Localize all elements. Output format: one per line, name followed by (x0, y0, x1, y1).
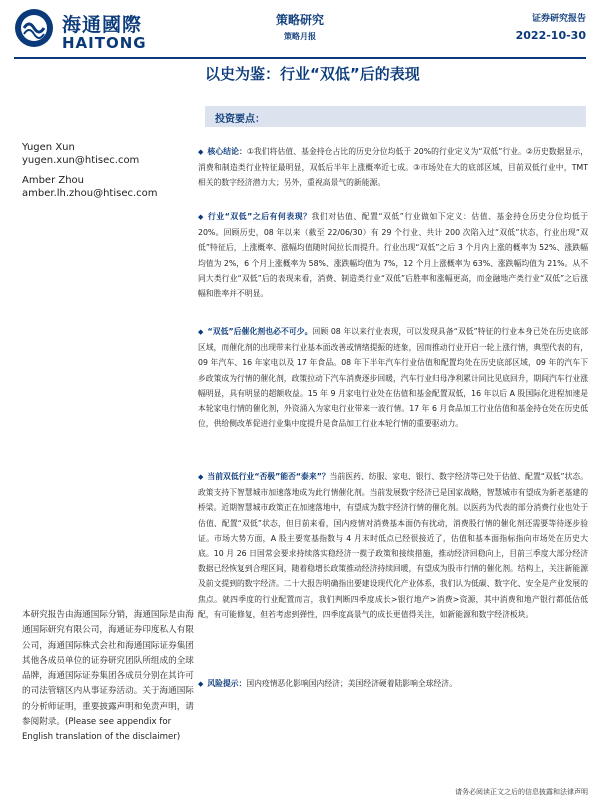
report-date: 2022-10-30 (515, 29, 586, 42)
author-email[interactable]: amber.lh.zhou@htisec.com (22, 188, 158, 199)
author-name: Amber Zhou (22, 175, 85, 186)
report-type: 证券研究报告 (531, 14, 586, 24)
point-text: 回顾 08 年以来行业表现，可以发现具备“双低”特征的行业本身已处在历史底部区域，而催化剂的出现带来行业基本面改善或情绪提振的迹象，因而推动行业开启一轮上涨行情，典型代表的有，09 年汽车、16 年家电以及 17 年食品。08 年下半年汽车行业估值和配置均处在历史底部区域，09 年的汽车下乡政策成为行情的催化剂，政策拉动下汽车消费逐步回暖，汽车行业归母净利累计同比见底回升，期间汽车行业涨幅明显，具有明显的超额收益。15 年 9 月家电行业处在估值和基金配置双低，16 年以后 A 股国际化进程加速是本轮家电行情的催化剂，外资涌入为家电行业带来一波行情。17 年 6 月食品加工行业估值和基金持仓处在历史低位，供给侧改革促进行业集中度提升是食品加工行业本轮行情的重要驱动力。 (198, 327, 588, 429)
author-name: Yugen Xun (22, 142, 75, 153)
point-title: 行业“双低”之后有何表现？ (207, 212, 312, 221)
logo-english-name: HAITONG (62, 34, 147, 52)
point-title: 当前双低行业“否极”能否“泰来”？ (207, 472, 330, 481)
point-risk (198, 676, 588, 692)
point-text: 国内疫情恶化影响国内经济；美国经济硬着陆影响全球经济。 (246, 679, 457, 688)
logo-chinese-name: 海通國際 (62, 14, 143, 36)
point-title: “双低”后催化剂也必不可少。 (207, 327, 313, 336)
point-text: 当前医药、纺服、家电、银行、数字经济等已处于估值、配置“双低”状态。政策支持下智慧城市加速落地成为此行情催化剂。当前发展数字经济已是国家战略，智慧城市有望成为新老基建的桥梁。近期智慧城市政策正在加速落地中，有望成为数字经济行情的催化剂。以医药为代表的部分消费行业也处于估值、配置“双低”状态，但目前来看，国内疫情对消费基本面仍有扰动，消费股行情的催化剂还需要等待逐步验证。市场大势方面，A 股主要宽基指数与 4 月末时低点已经很接近了，估值和基本面指标指向市场处在历史大底。10 月 26 日国常会要求持续落实稳经济一揽子政策和接续措施，推动经济回稳向上，目前三季度大部分经济数据已经恢复到合理区间，随着稳增长政策推动经济持续回暖，有望成为股市行情的催化剂。结构上，关注新能源及前文提到的数字经济。二十大报告明确指出要建设现代化产业体系，我们认为低碳、数字化、安全是产业发展的焦点。就四季度的行业配置而言，我们判断四季度成长>银行地产>消费>资源，其中消费和地产银行都低估低配，有可能修复，但若考虑到弹性，四季度高景气的成长更值得关注，如新能源和数字经济板块。 (198, 472, 589, 619)
point-text: 我们对估值、配置“双低”行业做如下定义：估值、基金持仓历史分位均低于 20%。回顾历史，08 年以来（截至 22/06/30）有 29 个行业、共计 200 次陷入过“双低”状态，行业出现“双低”特征后，上涨概率、涨幅均值随时间拉长而提升。行业出现“双低”之后 3 个月内上涨的概率为 52%、涨跌幅均值为 2%，6 个月上涨概率为 58%、涨跌幅均值为 7%，12 个月上涨概率为 63%、涨跌幅均值为 21%。从不同大类行业“双低”后的表现来看，消费、制造类行业“双低”后胜率和涨幅更高，而金融地产类行业“双低”之后涨幅和胜率并不明显。 (198, 212, 589, 299)
header-divider (14, 57, 586, 59)
haitong-logo-icon (14, 8, 54, 48)
point-title: 风险提示： (207, 679, 247, 688)
bullet-icon: ◆ (198, 473, 204, 481)
point-double-low-performance (198, 209, 588, 301)
point-text: ①我们将估值、基金持仓占比的历史分位均低于 20%的行业定义为“双低”行业。②历史数据显示，消费和制造类行业特征最明显，双低后半年上涨概率近七成。③市场处在大的底部区域，目前双低行业中，TMT 相关的数字经济潜力大；另外，重视高景气的新能源。 (198, 147, 589, 188)
bullet-icon: ◆ (198, 148, 204, 156)
report-category: 策略研究 (275, 13, 324, 27)
report-title: 以史为鉴：行业“双低”后的表现 (205, 65, 420, 83)
point-current-outlook (198, 469, 588, 622)
disclaimer-text: 本研究报告由海通国际分销，海通国际是由海通国际研究有限公司，海通证券印度私人有限公司，海通国际株式会社和海通国际证券集团其他各成员单位的证券研究团队所组成的全球品牌，海通国际证券集团各成员分别在其许可的司法管辖区内从事证券活动。关于海通国际的分析师证明，重要披露声明和免责声明，请参阅附录。(Please see appendix for English translation of the disclaimer) (22, 610, 194, 743)
report-subcategory: 策略月报 (284, 32, 316, 41)
footer-notice: 请务必阅读正文之后的信息披露和法律声明 (455, 788, 588, 796)
author-email[interactable]: yugen.xun@htisec.com (22, 155, 140, 166)
bullet-icon: ◆ (198, 328, 204, 336)
point-core-conclusion (198, 144, 588, 191)
section-label: 投资要点： (215, 114, 265, 125)
point-catalyst (198, 324, 588, 431)
bullet-icon: ◆ (198, 213, 204, 221)
point-title: 核心结论： (207, 147, 247, 156)
bullet-icon: ◆ (198, 680, 204, 688)
